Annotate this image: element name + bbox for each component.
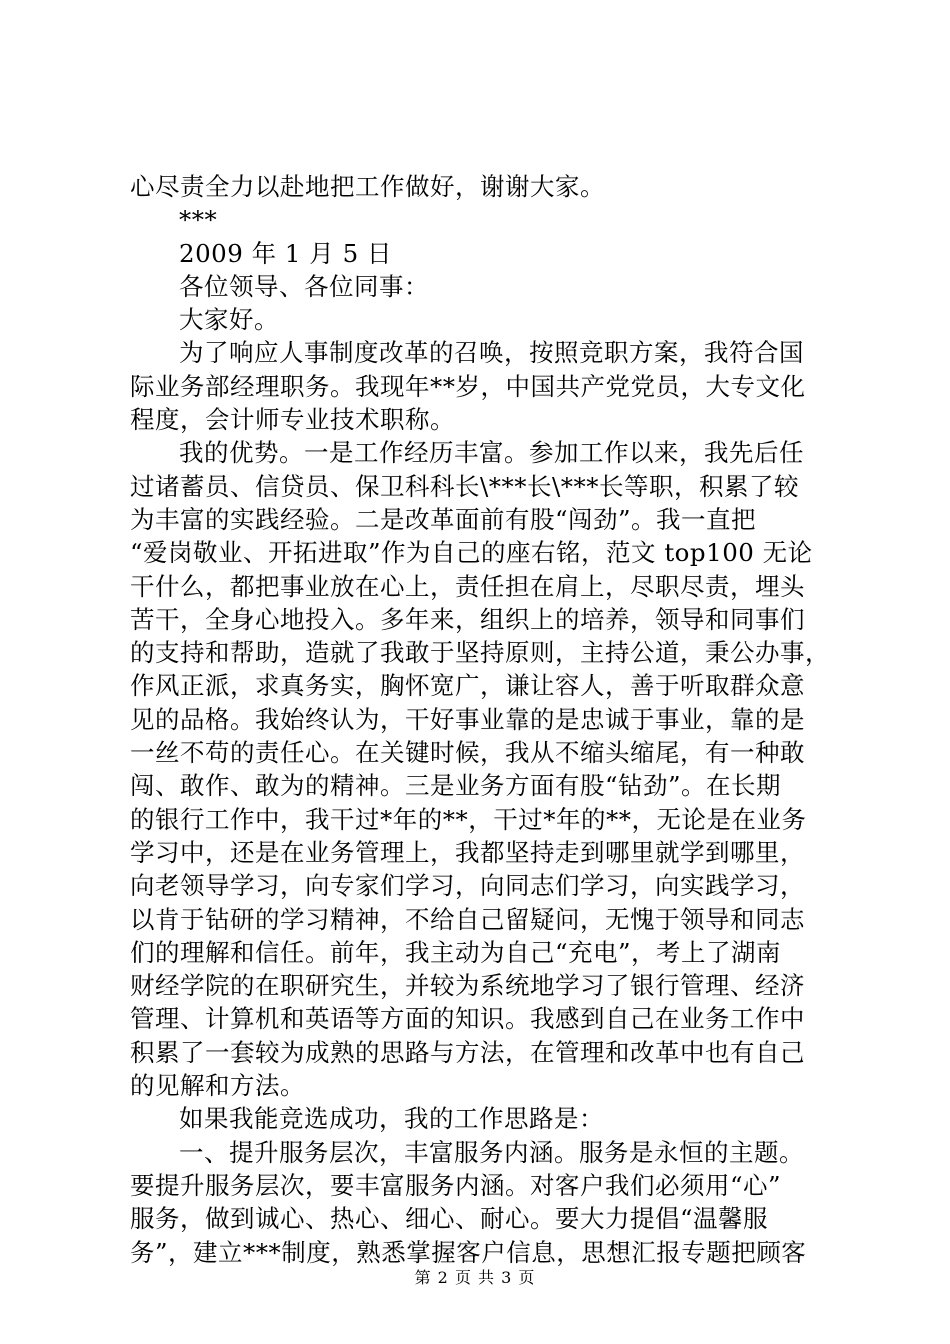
text-line: 要提升服务层次，要丰富服务内涵。对客户我们必须用“心” (130, 1170, 782, 1200)
text-line: 各位领导、各位同事： (179, 271, 429, 301)
text-line: 见的品格。我始终认为，干好事业靠的是忠诚于事业，靠的是 (130, 704, 805, 734)
text-line: 积累了一套较为成熟的思路与方法，在管理和改革中也有自己 (130, 1037, 805, 1067)
text-line: 一、提升服务层次，丰富服务内涵。服务是永恒的主题。 (179, 1137, 804, 1167)
text-line: 2009 年 1 月 5 日 (179, 238, 392, 268)
text-line: 的银行工作中，我干过*年的**，干过*年的**，无论是在业务 (130, 804, 807, 834)
text-line: 为了响应人事制度改革的召唤，按照竞职方案，我符合国 (179, 338, 804, 368)
text-line: 为丰富的实践经验。二是改革面前有股“闯劲”。我一直把 (130, 504, 757, 534)
text-line: 以肯于钻研的学习精神，不给自己留疑问，无愧于领导和同志 (130, 904, 805, 934)
text-line: *** (179, 205, 218, 235)
text-line: “爱岗敬业、开拓进取”作为自己的座右铭，范文 top100 无论 (130, 538, 813, 568)
text-line: 向老领导学习，向专家们学习，向同志们学习，向实践学习， (130, 871, 805, 901)
text-line: 我的优势。一是工作经历丰富。参加工作以来，我先后任 (179, 438, 804, 468)
text-line: 管理、计算机和英语等方面的知识。我感到自己在业务工作中 (130, 1004, 805, 1034)
text-line: 学习中，还是在业务管理上，我都坚持走到哪里就学到哪里， (130, 837, 805, 867)
document-body (130, 170, 830, 1269)
text-line: 服务，做到诚心、热心、细心、耐心。要大力提倡“温馨服 (130, 1204, 769, 1234)
page-footer: 第 2 页 共 3 页 (414, 1268, 536, 1287)
text-line: 闯、敢作、敢为的精神。三是业务方面有股“钻劲”。在长期 (130, 771, 782, 801)
text-line: 心尽责全力以赴地把工作做好，谢谢大家。 (130, 172, 605, 201)
text-line: 程度，会计师专业技术职称。 (130, 405, 455, 435)
text-line: 苦干，全身心地投入。多年来，组织上的培养，领导和同事们 (130, 604, 805, 634)
text-line: 如果我能竞选成功，我的工作思路是： (179, 1104, 604, 1134)
text-line: 务”，建立***制度，熟悉掌握客户信息，思想汇报专题把顾客 (130, 1237, 807, 1267)
text-line: 际业务部经理职务。我现年**岁，中国共产党党员，大专文化 (130, 371, 806, 401)
text-line: 一丝不苟的责任心。在关键时候，我从不缩头缩尾，有一种敢 (130, 738, 805, 768)
text-line: 的见解和方法。 (130, 1071, 305, 1101)
text-line: 们的理解和信任。前年，我主动为自己“充电”，考上了湖南 (130, 937, 782, 967)
text-line: 作风正派，求真务实，胸怀宽广，谦让容人，善于听取群众意 (130, 671, 805, 701)
text-line: 大家好。 (179, 305, 279, 335)
text-line: 过诸蓄员、信贷员、保卫科科长\***长\***长等职，积累了较 (130, 471, 800, 501)
text-line: 财经学院的在职研究生，并较为系统地学习了银行管理、经济 (130, 971, 805, 1001)
text-line: 干什么，都把事业放在心上，责任担在肩上，尽职尽责，埋头 (130, 571, 805, 601)
text-line: 的支持和帮助，造就了我敢于坚持原则，主持公道，秉公办事， (130, 638, 830, 668)
